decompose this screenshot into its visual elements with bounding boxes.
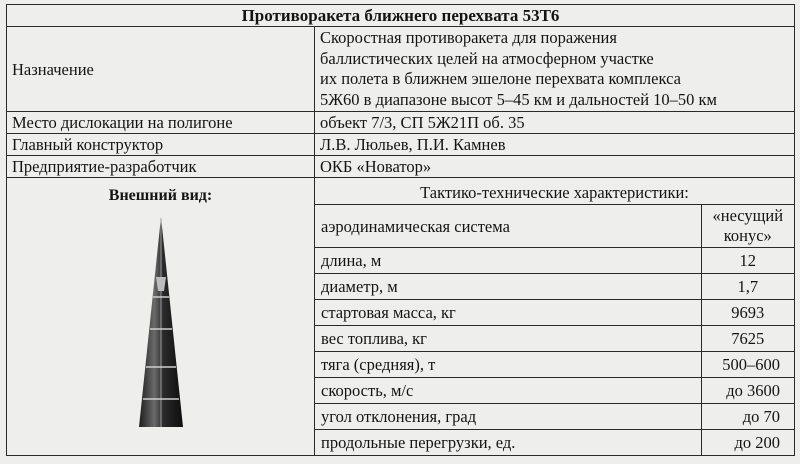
chief-designer-row xyxy=(7,134,795,156)
spec-name: длина, м xyxy=(315,248,701,274)
rocket-drawing xyxy=(126,217,196,429)
specification-table xyxy=(6,4,795,456)
spec-name: вес топлива, кг xyxy=(315,326,701,352)
spec-value: до 3600 xyxy=(701,378,794,404)
spec-row xyxy=(315,300,794,326)
title-row xyxy=(7,5,795,27)
chief-designer-label: Главный конструктор xyxy=(7,134,315,156)
spec-value: до 70 xyxy=(701,404,794,430)
spec-name: продольные перегрузки, ед. xyxy=(315,430,701,456)
spec-name: стартовая масса, кг xyxy=(315,300,701,326)
location-value: объект 7/3, СП 5Ж21П об. 35 xyxy=(315,112,795,134)
spec-value: 12 xyxy=(701,248,794,274)
spec-value xyxy=(701,205,794,248)
specs-heading-row xyxy=(315,178,794,205)
spec-row xyxy=(315,378,794,404)
spec-row xyxy=(315,205,794,248)
chief-designer-value: Л.В. Люльев, П.И. Камнев xyxy=(315,134,795,156)
spec-name: аэродинамическая система xyxy=(315,205,701,248)
purpose-line: 5Ж60 в диапазоне высот 5–45 км и дальностей 10–50 км xyxy=(320,89,717,109)
purpose-line: Скоростная противоракета для поражения xyxy=(320,28,617,47)
spec-row xyxy=(315,248,794,274)
spec-value: 1,7 xyxy=(701,274,794,300)
purpose-value xyxy=(315,27,795,112)
spec-value: 9693 xyxy=(701,300,794,326)
spec-name: скорость, м/с xyxy=(315,378,701,404)
spec-name: угол отклонения, град xyxy=(315,404,701,430)
developer-value: ОКБ «Новатор» xyxy=(315,156,795,178)
spec-value-line: конус» xyxy=(723,226,772,245)
spec-row xyxy=(315,430,794,456)
spec-name: диаметр, м xyxy=(315,274,701,300)
spec-value: 500–600 xyxy=(701,352,794,378)
spec-row xyxy=(315,326,794,352)
purpose-line: их полета в ближнем эшелоне перехвата комплекса xyxy=(320,69,681,88)
developer-row xyxy=(7,156,795,178)
purpose-line: баллистических целей на атмосферном участке xyxy=(320,48,654,68)
specs-cell xyxy=(315,178,795,456)
specs-table xyxy=(315,178,794,455)
spec-row xyxy=(315,274,794,300)
appearance-cell xyxy=(7,178,315,456)
spec-value: до 200 xyxy=(701,430,794,456)
appearance-specs-row xyxy=(7,178,795,456)
location-label: Место дислокации на полигоне xyxy=(7,112,315,134)
location-row xyxy=(7,112,795,134)
table-title: Противоракета ближнего перехвата 53Т6 xyxy=(7,5,795,27)
spec-row xyxy=(315,352,794,378)
appearance-label: Внешний вид: xyxy=(108,187,213,204)
spec-name: тяга (средняя), т xyxy=(315,352,701,378)
spec-value: 7625 xyxy=(701,326,794,352)
developer-label: Предприятие-разработчик xyxy=(7,156,315,178)
purpose-row xyxy=(7,27,795,112)
spec-row xyxy=(315,404,794,430)
spec-value-line: «несущий xyxy=(712,206,784,225)
purpose-label: Назначение xyxy=(7,27,315,112)
specs-heading: Тактико-технические характеристики: xyxy=(315,178,794,205)
